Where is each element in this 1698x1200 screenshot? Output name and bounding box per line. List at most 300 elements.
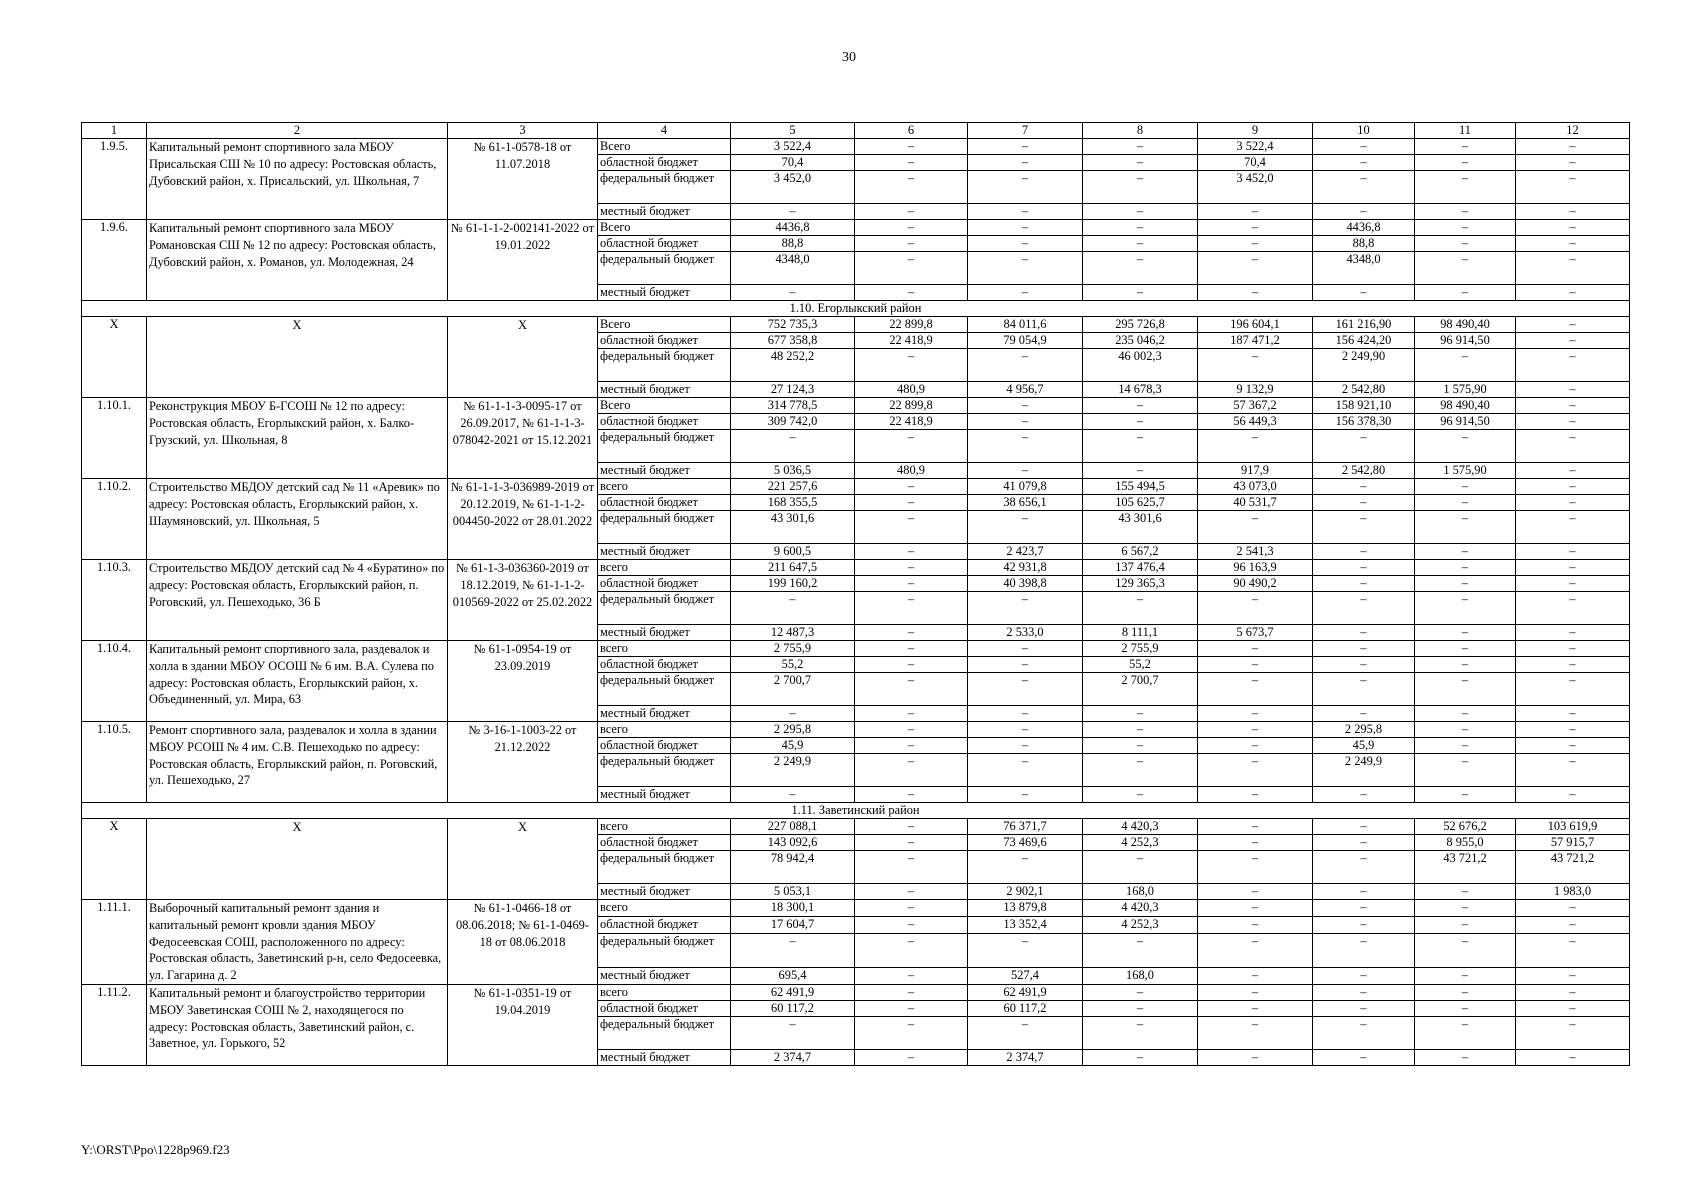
budget-value: – — [1516, 382, 1630, 398]
item-name: Капитальный ремонт спортивного зала МБОУ Присальская СШ № 10 по адресу: Ростовская область, Дубовский район, х. Присальский, ул. Школьная, 7 — [147, 139, 448, 220]
budget-label: федеральный бюджет — [598, 252, 731, 285]
budget-value: 17 604,7 — [731, 916, 855, 933]
budget-value: 9 132,9 — [1198, 382, 1313, 398]
budget-value: – — [855, 968, 968, 985]
budget-value: – — [968, 722, 1083, 738]
budget-value: – — [1516, 787, 1630, 803]
budget-label: местный бюджет — [598, 625, 731, 641]
budget-value: 103 619,9 — [1516, 819, 1630, 835]
item-document: № 61-1-1-3-0095-17 от 26.09.2017, № 61-1-1-3-078042-2021 от 15.12.2021 — [448, 398, 598, 479]
table-row — [82, 317, 1630, 333]
budget-value: – — [1083, 1000, 1198, 1016]
budget-value: 5 036,5 — [731, 463, 855, 479]
budget-value: – — [968, 430, 1083, 463]
budget-value: – — [1516, 544, 1630, 560]
budget-value: – — [1313, 900, 1415, 917]
table-row — [82, 984, 1630, 1000]
budget-value: – — [1415, 884, 1516, 900]
item-number: 1.10.5. — [82, 722, 147, 803]
budget-value: 187 471,2 — [1198, 333, 1313, 349]
budget-value: – — [968, 641, 1083, 657]
budget-value: – — [968, 657, 1083, 673]
column-header: 3 — [448, 123, 598, 139]
budget-value: – — [1415, 900, 1516, 917]
budget-value: 55,2 — [731, 657, 855, 673]
item-document: № 61-1-0954-19 от 23.09.2019 — [448, 641, 598, 722]
budget-value: – — [1083, 463, 1198, 479]
budget-value: – — [1198, 511, 1313, 544]
budget-value: – — [1313, 933, 1415, 968]
budget-value: – — [1198, 657, 1313, 673]
budget-label: областной бюджет — [598, 236, 731, 252]
budget-value: – — [968, 414, 1083, 430]
budget-value: – — [1415, 722, 1516, 738]
budget-table — [81, 122, 1630, 1066]
budget-value: – — [968, 285, 1083, 301]
budget-value: – — [731, 787, 855, 803]
budget-value: – — [855, 349, 968, 382]
budget-value: – — [1083, 139, 1198, 155]
budget-label: местный бюджет — [598, 787, 731, 803]
budget-value: – — [1313, 285, 1415, 301]
budget-value: – — [1083, 592, 1198, 625]
budget-value: – — [1198, 738, 1313, 754]
budget-value: – — [1516, 414, 1630, 430]
budget-value: 60 117,2 — [968, 1000, 1083, 1016]
budget-value: 40 531,7 — [1198, 495, 1313, 511]
budget-value: – — [1516, 511, 1630, 544]
budget-value: – — [855, 673, 968, 706]
budget-value: 5 053,1 — [731, 884, 855, 900]
budget-value: – — [1198, 349, 1313, 382]
budget-value: – — [1083, 414, 1198, 430]
budget-value: 168 355,5 — [731, 495, 855, 511]
budget-value: – — [1083, 754, 1198, 787]
budget-value: – — [1516, 333, 1630, 349]
table-row — [82, 398, 1630, 414]
budget-value: – — [968, 171, 1083, 204]
budget-value: – — [1415, 139, 1516, 155]
budget-value: 156 424,20 — [1313, 333, 1415, 349]
budget-label: всего — [598, 560, 731, 576]
budget-value: 3 452,0 — [731, 171, 855, 204]
budget-value: – — [1516, 560, 1630, 576]
budget-value: 60 117,2 — [731, 1000, 855, 1016]
budget-value: – — [855, 479, 968, 495]
budget-value: – — [1415, 657, 1516, 673]
budget-label: местный бюджет — [598, 968, 731, 985]
budget-value: 227 088,1 — [731, 819, 855, 835]
budget-label: федеральный бюджет — [598, 673, 731, 706]
budget-value: 4 420,3 — [1083, 900, 1198, 917]
budget-value: – — [855, 576, 968, 592]
budget-value: – — [1083, 430, 1198, 463]
budget-value: – — [1516, 706, 1630, 722]
budget-value: 2 533,0 — [968, 625, 1083, 641]
budget-value: 199 160,2 — [731, 576, 855, 592]
budget-value: 2 755,9 — [731, 641, 855, 657]
budget-value: – — [1198, 884, 1313, 900]
item-name: X — [147, 819, 448, 900]
budget-value: 45,9 — [731, 738, 855, 754]
budget-value: – — [1313, 155, 1415, 171]
budget-value: – — [855, 171, 968, 204]
budget-value: 752 735,3 — [731, 317, 855, 333]
budget-value: – — [1083, 155, 1198, 171]
table-row — [82, 900, 1630, 917]
budget-value: – — [855, 1000, 968, 1016]
budget-value: 38 656,1 — [968, 495, 1083, 511]
budget-value: – — [1313, 171, 1415, 204]
item-document: № 3-16-1-1003-22 от 21.12.2022 — [448, 722, 598, 803]
budget-label: областной бюджет — [598, 835, 731, 851]
table-row — [82, 139, 1630, 155]
budget-value: – — [1313, 139, 1415, 155]
budget-label: федеральный бюджет — [598, 592, 731, 625]
item-number: 1.10.2. — [82, 479, 147, 560]
budget-value: 211 647,5 — [731, 560, 855, 576]
budget-value: – — [1415, 968, 1516, 985]
column-header: 10 — [1313, 123, 1415, 139]
item-name: Строительство МБДОУ детский сад № 11 «Аревик» по адресу: Ростовская область, Егорлыкский район, х. Шаумяновский, ул. Школьная, 5 — [147, 479, 448, 560]
budget-value: 695,4 — [731, 968, 855, 985]
budget-value: – — [1516, 1049, 1630, 1065]
budget-value: – — [855, 754, 968, 787]
budget-value: 78 942,4 — [731, 851, 855, 884]
budget-value: 2 541,3 — [1198, 544, 1313, 560]
budget-value: – — [968, 592, 1083, 625]
budget-value: 2 542,80 — [1313, 463, 1415, 479]
budget-label: областной бюджет — [598, 738, 731, 754]
table-row — [82, 722, 1630, 738]
budget-value: – — [855, 495, 968, 511]
budget-value: 12 487,3 — [731, 625, 855, 641]
budget-value: – — [1415, 754, 1516, 787]
budget-label: всего — [598, 900, 731, 917]
budget-value: – — [968, 933, 1083, 968]
budget-value: – — [1415, 285, 1516, 301]
budget-value: – — [855, 220, 968, 236]
budget-value: 90 490,2 — [1198, 576, 1313, 592]
budget-value: – — [1313, 1016, 1415, 1049]
budget-label: Всего — [598, 317, 731, 333]
budget-value: – — [1083, 1016, 1198, 1049]
budget-value: – — [855, 1049, 968, 1065]
budget-value: 2 423,7 — [968, 544, 1083, 560]
budget-value: – — [1516, 317, 1630, 333]
budget-value: – — [1198, 236, 1313, 252]
budget-value: 1 575,90 — [1415, 463, 1516, 479]
budget-value: – — [1415, 252, 1516, 285]
budget-value: – — [1198, 851, 1313, 884]
budget-value: 8 955,0 — [1415, 835, 1516, 851]
item-document: № 61-1-0466-18 от 08.06.2018; № 61-1-0469-18 от 08.06.2018 — [448, 900, 598, 985]
budget-label: федеральный бюджет — [598, 1016, 731, 1049]
budget-value: – — [1415, 1000, 1516, 1016]
budget-value: – — [1083, 706, 1198, 722]
budget-value: – — [1313, 916, 1415, 933]
budget-value: – — [1415, 236, 1516, 252]
budget-value: 2 700,7 — [1083, 673, 1198, 706]
budget-value: – — [1516, 1000, 1630, 1016]
budget-value: 3 452,0 — [1198, 171, 1313, 204]
budget-value: – — [1313, 819, 1415, 835]
budget-value: – — [1313, 625, 1415, 641]
table-row — [82, 560, 1630, 576]
budget-value: – — [855, 851, 968, 884]
budget-value: – — [855, 900, 968, 917]
budget-value: 235 046,2 — [1083, 333, 1198, 349]
budget-value: 96 914,50 — [1415, 414, 1516, 430]
budget-value: – — [1516, 236, 1630, 252]
section-title: 1.11. Заветинский район — [82, 803, 1630, 819]
budget-value: – — [1313, 1000, 1415, 1016]
budget-value: – — [1516, 754, 1630, 787]
item-number: X — [82, 819, 147, 900]
budget-value: 295 726,8 — [1083, 317, 1198, 333]
budget-value: 143 092,6 — [731, 835, 855, 851]
table-row — [82, 819, 1630, 835]
budget-value: 96 914,50 — [1415, 333, 1516, 349]
budget-value: – — [731, 592, 855, 625]
budget-value: 4 252,3 — [1083, 835, 1198, 851]
item-number: 1.10.3. — [82, 560, 147, 641]
budget-value: 13 352,4 — [968, 916, 1083, 933]
budget-label: федеральный бюджет — [598, 933, 731, 968]
budget-label: местный бюджет — [598, 285, 731, 301]
header-row — [82, 123, 1630, 139]
budget-value: – — [731, 706, 855, 722]
budget-value: – — [1083, 252, 1198, 285]
budget-value: – — [1415, 916, 1516, 933]
budget-value: 4348,0 — [1313, 252, 1415, 285]
budget-value: 27 124,3 — [731, 382, 855, 398]
item-number: 1.9.5. — [82, 139, 147, 220]
budget-value: – — [731, 430, 855, 463]
budget-value: – — [1516, 139, 1630, 155]
budget-value: 2 374,7 — [968, 1049, 1083, 1065]
item-name: Выборочный капитальный ремонт здания и капитальный ремонт кровли здания МБОУ Федосеевская СОШ, расположенного по адресу: Ростовская область, Заветинский р-н, село Федосеевка, ул. Гагарина д. 2 — [147, 900, 448, 985]
item-document: X — [448, 317, 598, 398]
budget-value: – — [1198, 722, 1313, 738]
budget-value: – — [1083, 851, 1198, 884]
budget-value: 9 600,5 — [731, 544, 855, 560]
budget-value: – — [1415, 673, 1516, 706]
budget-value: – — [968, 349, 1083, 382]
budget-value: – — [968, 738, 1083, 754]
budget-value: – — [855, 1016, 968, 1049]
budget-value: – — [1415, 738, 1516, 754]
budget-value: – — [1516, 933, 1630, 968]
budget-value: 88,8 — [1313, 236, 1415, 252]
budget-value: – — [1198, 1049, 1313, 1065]
budget-value: – — [1415, 479, 1516, 495]
budget-value: – — [1198, 592, 1313, 625]
budget-value: – — [1313, 851, 1415, 884]
budget-label: Всего — [598, 398, 731, 414]
budget-value: 917,9 — [1198, 463, 1313, 479]
section-title: 1.10. Егорлыкский район — [82, 301, 1630, 317]
budget-value: – — [731, 285, 855, 301]
budget-value: – — [1415, 641, 1516, 657]
budget-value: 88,8 — [731, 236, 855, 252]
budget-value: 43 301,6 — [731, 511, 855, 544]
budget-label: федеральный бюджет — [598, 851, 731, 884]
budget-label: всего — [598, 984, 731, 1000]
budget-value: 43 721,2 — [1516, 851, 1630, 884]
budget-value: – — [1516, 204, 1630, 220]
budget-value: – — [1198, 968, 1313, 985]
budget-value: – — [1415, 706, 1516, 722]
budget-value: – — [855, 722, 968, 738]
budget-value: 137 476,4 — [1083, 560, 1198, 576]
budget-value: 40 398,8 — [968, 576, 1083, 592]
budget-value: 62 491,9 — [968, 984, 1083, 1000]
budget-value: 45,9 — [1313, 738, 1415, 754]
budget-value: – — [968, 252, 1083, 285]
item-document: № 61-1-3-036360-2019 от 18.12.2019, № 61-1-1-2-010569-2022 от 25.02.2022 — [448, 560, 598, 641]
budget-value: – — [1313, 835, 1415, 851]
column-header: 8 — [1083, 123, 1198, 139]
budget-value: 43 301,6 — [1083, 511, 1198, 544]
footer-path: Y:\ORST\Ppo\1228p969.f23 — [81, 1142, 230, 1157]
budget-value: – — [1415, 625, 1516, 641]
budget-value: – — [968, 236, 1083, 252]
budget-value: – — [1516, 984, 1630, 1000]
table-row — [82, 220, 1630, 236]
budget-value: – — [1198, 835, 1313, 851]
budget-value: – — [968, 754, 1083, 787]
item-number: 1.10.1. — [82, 398, 147, 479]
budget-value: 73 469,6 — [968, 835, 1083, 851]
budget-value: 46 002,3 — [1083, 349, 1198, 382]
budget-value: – — [1516, 220, 1630, 236]
budget-value: – — [1198, 984, 1313, 1000]
budget-value: – — [1198, 220, 1313, 236]
budget-value: – — [1313, 511, 1415, 544]
item-name: Капитальный ремонт спортивного зала МБОУ Романовская СШ № 12 по адресу: Ростовская область, Дубовский район, х. Романов, ул. Молодежная, 24 — [147, 220, 448, 301]
budget-value: – — [1198, 706, 1313, 722]
column-header: 4 — [598, 123, 731, 139]
budget-value: 196 604,1 — [1198, 317, 1313, 333]
budget-value: 48 252,2 — [731, 349, 855, 382]
budget-label: федеральный бюджет — [598, 511, 731, 544]
budget-value: – — [1198, 916, 1313, 933]
budget-value: 2 249,90 — [1313, 349, 1415, 382]
budget-value: – — [1198, 204, 1313, 220]
budget-value: – — [1516, 722, 1630, 738]
budget-value: – — [968, 851, 1083, 884]
column-header: 6 — [855, 123, 968, 139]
budget-value: 105 625,7 — [1083, 495, 1198, 511]
budget-value: 57 367,2 — [1198, 398, 1313, 414]
budget-value: 161 216,90 — [1313, 317, 1415, 333]
budget-value: – — [731, 933, 855, 968]
budget-value: – — [1198, 754, 1313, 787]
budget-value: – — [968, 673, 1083, 706]
budget-value: – — [1313, 576, 1415, 592]
budget-value: – — [1415, 560, 1516, 576]
budget-value: 4348,0 — [731, 252, 855, 285]
budget-value: – — [968, 1016, 1083, 1049]
budget-value: – — [968, 463, 1083, 479]
budget-value: 70,4 — [731, 155, 855, 171]
budget-value: – — [1313, 657, 1415, 673]
budget-value: 155 494,5 — [1083, 479, 1198, 495]
budget-value: 18 300,1 — [731, 900, 855, 917]
budget-value: – — [1415, 1016, 1516, 1049]
budget-label: местный бюджет — [598, 463, 731, 479]
item-document: № 61-1-0578-18 от 11.07.2018 — [448, 139, 598, 220]
budget-value: – — [968, 511, 1083, 544]
budget-value: – — [1516, 398, 1630, 414]
budget-value: 62 491,9 — [731, 984, 855, 1000]
budget-value: – — [1313, 204, 1415, 220]
table-row — [82, 479, 1630, 495]
budget-label: областной бюджет — [598, 1000, 731, 1016]
budget-value: 84 011,6 — [968, 317, 1083, 333]
budget-value: – — [968, 220, 1083, 236]
budget-value: 79 054,9 — [968, 333, 1083, 349]
budget-value: – — [1516, 641, 1630, 657]
budget-value: 55,2 — [1083, 657, 1198, 673]
budget-value: – — [1516, 592, 1630, 625]
budget-value: – — [1313, 884, 1415, 900]
budget-value: – — [1516, 657, 1630, 673]
budget-value: – — [1083, 1049, 1198, 1065]
budget-value: 4 252,3 — [1083, 916, 1198, 933]
budget-value: 480,9 — [855, 382, 968, 398]
budget-value: – — [1198, 252, 1313, 285]
budget-value: – — [855, 657, 968, 673]
budget-value: – — [1313, 641, 1415, 657]
budget-value: – — [1516, 625, 1630, 641]
budget-value: – — [1083, 285, 1198, 301]
item-name: Ремонт спортивного зала, раздевалок и холла в здании МБОУ РСОШ № 4 им. С.В. Пешеходько по адресу: Ростовская область, Егорлыкский район, п. Роговский, ул. Пешеходько, 27 — [147, 722, 448, 803]
budget-value: – — [1313, 479, 1415, 495]
budget-value: – — [855, 544, 968, 560]
budget-value: – — [855, 706, 968, 722]
budget-label: местный бюджет — [598, 382, 731, 398]
budget-value: 22 418,9 — [855, 333, 968, 349]
budget-value: 4436,8 — [731, 220, 855, 236]
item-number: 1.11.2. — [82, 984, 147, 1065]
budget-label: областной бюджет — [598, 576, 731, 592]
budget-value: 309 742,0 — [731, 414, 855, 430]
budget-value: – — [1415, 592, 1516, 625]
budget-value: – — [1198, 285, 1313, 301]
budget-value: 96 163,9 — [1198, 560, 1313, 576]
budget-value: – — [1415, 1049, 1516, 1065]
budget-value: – — [1313, 706, 1415, 722]
budget-value: – — [1083, 236, 1198, 252]
budget-value: 677 358,8 — [731, 333, 855, 349]
budget-value: – — [855, 933, 968, 968]
budget-value: – — [1198, 1000, 1313, 1016]
budget-value: – — [1516, 1016, 1630, 1049]
budget-value: – — [1083, 738, 1198, 754]
budget-value: – — [855, 155, 968, 171]
budget-value: – — [855, 511, 968, 544]
budget-value: 4 956,7 — [968, 382, 1083, 398]
budget-value: – — [1083, 787, 1198, 803]
budget-value: 3 522,4 — [731, 139, 855, 155]
budget-label: местный бюджет — [598, 706, 731, 722]
budget-value: – — [1415, 349, 1516, 382]
budget-value: – — [1313, 544, 1415, 560]
budget-value: – — [1516, 463, 1630, 479]
budget-value: 5 673,7 — [1198, 625, 1313, 641]
